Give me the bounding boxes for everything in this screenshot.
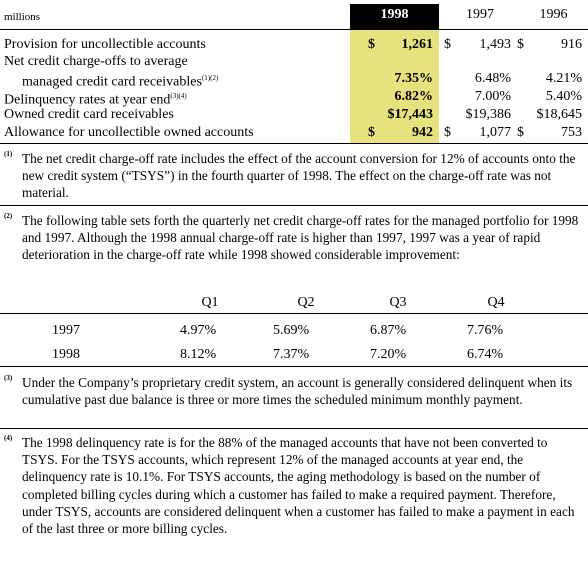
footnote-mark-3: (3) <box>4 374 13 382</box>
year-1997-label: 1997 <box>466 7 494 22</box>
quarter-cell: 6.87% <box>370 323 407 338</box>
footnote-mark-4: (4) <box>4 434 13 442</box>
cell-1996: 5.40% <box>545 89 582 104</box>
cell-1997: 7.00% <box>474 89 511 104</box>
quarter-cell: 7.76% <box>467 323 504 338</box>
row-label-text: managed credit card receivables <box>22 74 202 90</box>
quarter-bottom-rule <box>0 366 588 367</box>
cell-1998: 1,261 <box>401 37 433 52</box>
quarter-header-rule <box>0 313 588 314</box>
table-bottom-rule <box>0 143 588 144</box>
cell-1998-currency: $ <box>368 125 375 140</box>
cell-1997: $19,386 <box>465 107 511 122</box>
quarter-header: Q2 <box>297 295 315 310</box>
cell-1996-currency: $ <box>517 125 524 140</box>
year-1998-label: 1998 <box>380 7 409 22</box>
quarter-row-year: 1998 <box>52 347 80 362</box>
footnote-4: The 1998 delinquency rate is for the 88% of the managed accounts that have not been converted to TSYS. For the TSYS accounts, which represent 12% of the managed accounts at year end, the delinquency rate is 10.1%. For TSYS accounts, the aging methodology is based on the number of completed billing cycles during which a customer has failed to make a required payment. Therefore, under TSYS, accounts are considered delinquent when a customer has failed to make a payment in each of the last three or more billing cycles. <box>22 435 575 537</box>
footnote-1: The net credit charge-off rate includes the effect of the account conversion for 12% of accounts onto the new credit system (“TSYS”) in the fourth quarter of 1998. The effect on the charge-off rate was not material. <box>22 151 576 201</box>
quarter-cell: 7.37% <box>273 347 310 362</box>
year-1996-label: 1996 <box>539 7 568 22</box>
quarter-header: Q4 <box>487 295 505 310</box>
cell-1998: 7.35% <box>394 71 433 86</box>
cell-1996: $18,645 <box>536 107 582 122</box>
cell-1998: 6.82% <box>394 89 433 104</box>
cell-1996: 753 <box>561 125 582 140</box>
row-label: Net credit charge-offs to average <box>4 54 188 69</box>
quarter-cell: 6.74% <box>467 347 504 362</box>
footnote-ref: (1)(2) <box>201 74 219 82</box>
footnote-rule-3 <box>0 428 588 429</box>
cell-1997-currency: $ <box>444 125 451 140</box>
row-label-text: Delinquency rates at year end <box>4 92 171 108</box>
row-label: Allowance for uncollectible owned accounts <box>4 125 254 140</box>
cell-1998-currency: $ <box>368 37 375 52</box>
quarter-row-year: 1997 <box>52 323 80 338</box>
footnote-ref: (3)(4) <box>170 92 187 100</box>
footnote-2: The following table sets forth the quarterly net credit charge-off rates for the managed portfolio for 1998 and 1997. Although the 1998 annual charge-off rate is higher than 1997, 1997 was a year of rapid deterioration in the charge-off rate while 1998 showed considerable improvement: <box>22 213 579 263</box>
footnote-mark-2: (2) <box>4 212 13 220</box>
unit-label: millions <box>4 11 41 23</box>
cell-1996-currency: $ <box>517 37 524 52</box>
footnote-rule-1 <box>0 205 588 206</box>
cell-1998: $17,443 <box>387 107 433 122</box>
quarter-header: Q1 <box>201 295 219 310</box>
row-label: Owned credit card receivables <box>4 107 174 122</box>
quarter-cell: 5.69% <box>273 323 310 338</box>
cell-1996: 916 <box>561 37 582 52</box>
cell-1997-currency: $ <box>444 37 451 52</box>
quarter-cell: 8.12% <box>180 347 217 362</box>
cell-1998: 942 <box>412 125 433 140</box>
cell-1996: 4.21% <box>545 71 582 86</box>
header-rule <box>0 29 588 30</box>
footnote-3: Under the Company’s proprietary credit system, an account is generally considered delinquent when its cumulative past due balance is three or more times the scheduled minimum monthly payment. <box>22 375 573 408</box>
cell-1997: 1,077 <box>479 125 511 140</box>
quarter-cell: 7.20% <box>370 347 407 362</box>
quarter-cell: 4.97% <box>180 323 217 338</box>
footnote-mark-1: (1) <box>4 150 13 158</box>
quarter-header: Q3 <box>389 295 407 310</box>
cell-1997: 1,493 <box>479 37 511 52</box>
row-label: Provision for uncollectible accounts <box>4 37 206 52</box>
cell-1997: 6.48% <box>474 71 511 86</box>
